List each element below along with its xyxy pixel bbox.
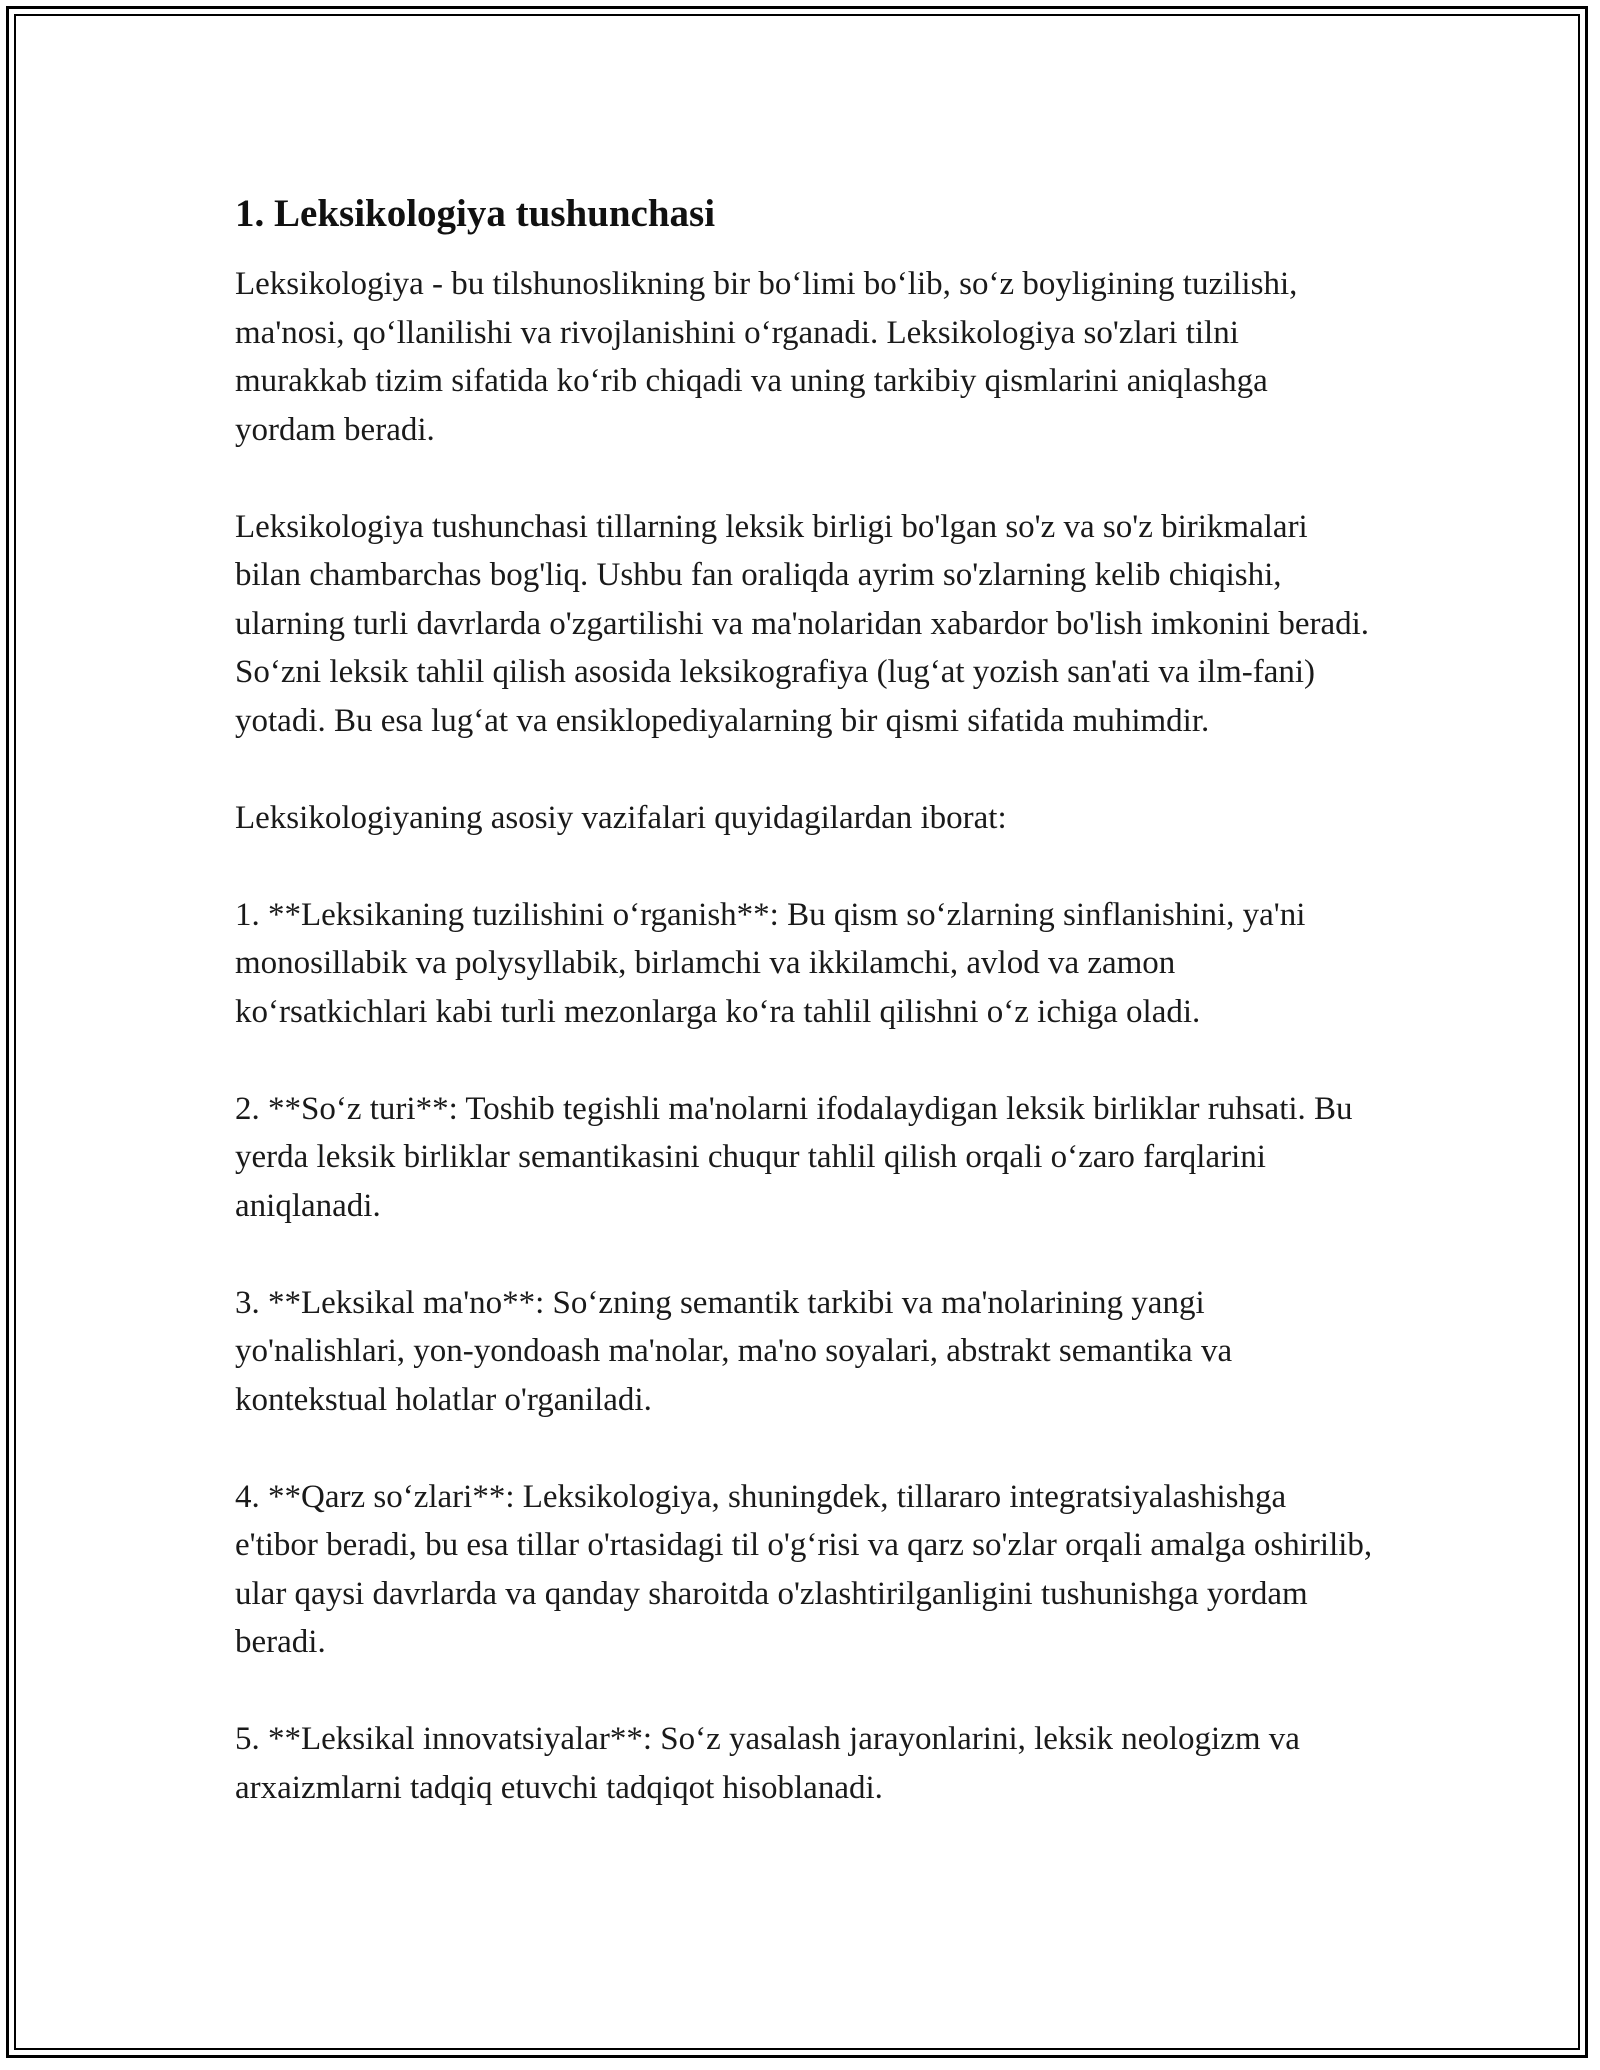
list-item-3: 3. **Leksikal ma'no**: So‘zning semantik tarkibi va ma'nolarining yangi yo'nalishlari, yon-yondoash ma'nolar, ma'no soyalari, abstrakt semantika va kontekstual holatlar o'rganiladi. <box>235 1284 1233 1418</box>
list-item-2: 2. **So‘z turi**: Toshib tegishli ma'nolarni ifodalaydigan leksik birliklar ruhsati. Bu yerda leksik birliklar semantikasini chuqur tahlil qilish orqali o‘zaro farqlarini aniqlanadi. <box>235 1090 1353 1224</box>
paragraph-tasks-intro: Leksikologiyaning asosiy vazifalari quyidagilardan iborat: <box>235 799 1007 836</box>
document-body <box>235 188 1375 1812</box>
paragraph-concept: Leksikologiya tushunchasi tillarning leksik birligi bo'lgan so'z va so'z birikmalari bilan chambarchas bog'liq. Ushbu fan oraliqda ayrim so'zlarning kelib chiqishi, ularning turli davrlarda o'zgartilishi va ma'nolaridan xabardor bo'lish imkonini beradi. So‘zni leksik tahlil qilish asosida leksikografiya (lug‘at yozish san'ati va ilm-fani) yotadi. Bu esa lug‘at va ensiklopediyalarning bir qismi sifatida muhimdir. <box>235 508 1370 739</box>
section-heading: 1. Leksikologiya tushunchasi <box>235 192 716 235</box>
list-item-5: 5. **Leksikal innovatsiyalar**: So‘z yasalash jarayonlarini, leksik neologizm va arxaizmlarni tadqiq etuvchi tadqiqot hisoblanadi. <box>235 1721 1300 1806</box>
list-item-1: 1. **Leksikaning tuzilishini o‘rganish**: Bu qism so‘zlarning sinflanishini, ya'ni monosillabik va polysyllabik, birlamchi va ikkilamchi, avlod va zamon ko‘rsatkichlari kabi turli mezonlarga ko‘ra tahlil qilishni o‘z ichiga oladi. <box>235 896 1306 1030</box>
list-item-4: 4. **Qarz so‘zlari**: Leksikologiya, shuningdek, tillararo integratsiyalashishga e'tibor beradi, bu esa tillar o'rtasidagi til o'g‘risi va qarz so'zlar orqali amalga oshirilib, ular qaysi davrlarda va qanday sharoitda o'zlashtirilganligini tushunishga yordam beradi. <box>235 1478 1373 1660</box>
paragraph-intro: Leksikologiya - bu tilshunoslikning bir bo‘limi bo‘lib, so‘z boyligining tuzilishi, ma'nosi, qo‘llanilishi va rivojlanishini o‘rganadi. Leksikologiya so'zlari tilni murakkab tizim sifatida ko‘rib chiqadi va uning tarkibiy qismlarini aniqlashga yordam beradi. <box>235 266 1298 448</box>
